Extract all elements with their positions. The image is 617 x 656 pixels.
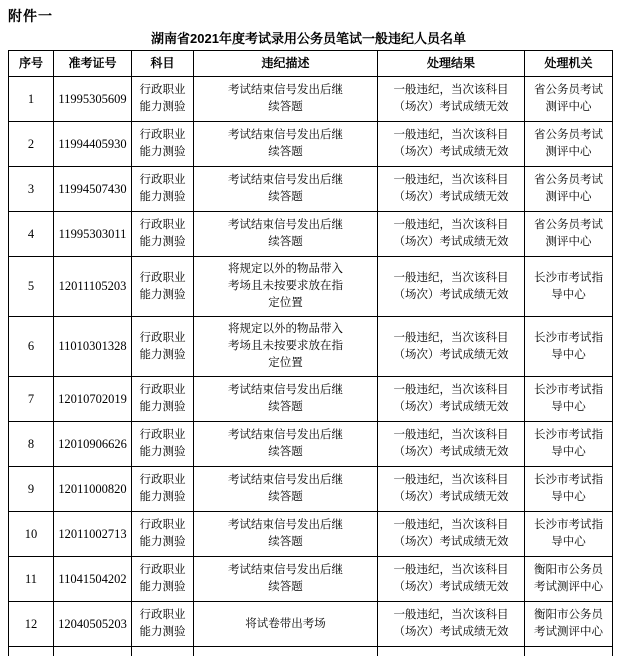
cell-serial-number: 4 [9, 212, 54, 257]
table-row [9, 422, 613, 467]
cell-violation-desc: 将规定以外的物品带入考场且未按要求放在指定位置 [194, 257, 378, 317]
cell-handling-agency: 衡阳市公务员考试测评中心 [525, 602, 613, 647]
cell-serial-number: 6 [9, 317, 54, 377]
cell-handling-agency: 长沙市考试指导中心 [525, 377, 613, 422]
cell-handling-agency: 长沙市考试指导中心 [525, 422, 613, 467]
cell-ticket-number: 11995305609 [54, 77, 132, 122]
partial-cell [194, 647, 378, 656]
cell-subject: 行政职业能力测验 [132, 602, 194, 647]
cell-ticket-number: 11994507430 [54, 167, 132, 212]
attachment-label: 附件一 [8, 8, 53, 24]
cell-handling-result: 一般违纪，当次该科目（场次）考试成绩无效 [378, 377, 525, 422]
cell-ticket-number: 12011002713 [54, 512, 132, 557]
cell-serial-number: 8 [9, 422, 54, 467]
cell-handling-result: 一般违纪，当次该科目（场次）考试成绩无效 [378, 212, 525, 257]
cell-violation-desc: 考试结束信号发出后继续答题 [194, 77, 378, 122]
cell-subject: 行政职业能力测验 [132, 422, 194, 467]
cell-handling-agency: 省公务员考试测评中心 [525, 122, 613, 167]
cell-ticket-number: 12011000820 [54, 467, 132, 512]
header-serial-number: 序号 [9, 51, 54, 77]
table-row [9, 167, 613, 212]
cell-serial-number: 3 [9, 167, 54, 212]
cell-violation-desc: 将规定以外的物品带入考场且未按要求放在指定位置 [194, 317, 378, 377]
cell-serial-number: 1 [9, 77, 54, 122]
table-title: 湖南省2021年度考试录用公务员笔试一般违纪人员名单 [151, 31, 466, 46]
cell-violation-desc: 考试结束信号发出后继续答题 [194, 422, 378, 467]
cell-subject: 行政职业能力测验 [132, 122, 194, 167]
table-body [9, 77, 613, 647]
header-row [9, 51, 613, 77]
cell-subject: 行政职业能力测验 [132, 77, 194, 122]
table-row [9, 257, 613, 317]
header-handling-result: 处理结果 [378, 51, 525, 77]
cell-handling-agency: 长沙市考试指导中心 [525, 512, 613, 557]
header-violation-desc: 违纪描述 [194, 51, 378, 77]
cell-subject: 行政职业能力测验 [132, 512, 194, 557]
cell-ticket-number: 11041504202 [54, 557, 132, 602]
cell-handling-result: 一般违纪，当次该科目（场次）考试成绩无效 [378, 557, 525, 602]
cell-handling-agency: 省公务员考试测评中心 [525, 167, 613, 212]
cell-handling-result: 一般违纪，当次该科目（场次）考试成绩无效 [378, 122, 525, 167]
cell-subject: 行政职业能力测验 [132, 212, 194, 257]
cell-handling-agency: 长沙市考试指导中心 [525, 467, 613, 512]
cell-handling-result: 一般违纪，当次该科目（场次）考试成绩无效 [378, 257, 525, 317]
table-row [9, 317, 613, 377]
cell-ticket-number: 12010702019 [54, 377, 132, 422]
cell-handling-result: 一般违纪，当次该科目（场次）考试成绩无效 [378, 467, 525, 512]
cell-violation-desc: 考试结束信号发出后继续答题 [194, 377, 378, 422]
cell-serial-number: 2 [9, 122, 54, 167]
cell-serial-number: 7 [9, 377, 54, 422]
partial-cell [525, 647, 613, 656]
cell-ticket-number: 12040505203 [54, 602, 132, 647]
partial-cell [54, 647, 132, 656]
cell-ticket-number: 11994405930 [54, 122, 132, 167]
cell-violation-desc: 考试结束信号发出后继续答题 [194, 122, 378, 167]
cell-serial-number: 10 [9, 512, 54, 557]
cell-serial-number: 11 [9, 557, 54, 602]
cell-handling-result: 一般违纪，当次该科目（场次）考试成绩无效 [378, 317, 525, 377]
table-row [9, 512, 613, 557]
table-row [9, 122, 613, 167]
cell-handling-result: 一般违纪，当次该科目（场次）考试成绩无效 [378, 167, 525, 212]
table-row [9, 467, 613, 512]
cell-handling-result: 一般违纪，当次该科目（场次）考试成绩无效 [378, 422, 525, 467]
cell-violation-desc: 将试卷带出考场 [194, 602, 378, 647]
cell-violation-desc: 考试结束信号发出后继续答题 [194, 212, 378, 257]
table-row [9, 77, 613, 122]
cell-violation-desc: 考试结束信号发出后继续答题 [194, 467, 378, 512]
cell-serial-number: 9 [9, 467, 54, 512]
cell-violation-desc: 考试结束信号发出后继续答题 [194, 167, 378, 212]
violation-table [8, 50, 613, 656]
cell-handling-agency: 省公务员考试测评中心 [525, 77, 613, 122]
partial-cell [378, 647, 525, 656]
cell-violation-desc: 考试结束信号发出后继续答题 [194, 557, 378, 602]
header-handling-agency: 处理机关 [525, 51, 613, 77]
cell-handling-agency: 衡阳市公务员考试测评中心 [525, 557, 613, 602]
cell-violation-desc: 考试结束信号发出后继续答题 [194, 512, 378, 557]
cell-subject: 行政职业能力测验 [132, 467, 194, 512]
cell-ticket-number: 11995303011 [54, 212, 132, 257]
table-row [9, 377, 613, 422]
cell-handling-agency: 省公务员考试测评中心 [525, 212, 613, 257]
partial-cell [9, 647, 54, 656]
cell-handling-result: 一般违纪，当次该科目（场次）考试成绩无效 [378, 602, 525, 647]
cell-handling-result: 一般违纪，当次该科目（场次）考试成绩无效 [378, 512, 525, 557]
cell-handling-agency: 长沙市考试指导中心 [525, 317, 613, 377]
partial-next-row [9, 647, 613, 656]
table-row [9, 602, 613, 647]
cell-handling-result: 一般违纪，当次该科目（场次）考试成绩无效 [378, 77, 525, 122]
cell-handling-agency: 长沙市考试指导中心 [525, 257, 613, 317]
table-row [9, 557, 613, 602]
partial-cell [132, 647, 194, 656]
cell-subject: 行政职业能力测验 [132, 377, 194, 422]
cell-serial-number: 12 [9, 602, 54, 647]
cell-subject: 行政职业能力测验 [132, 257, 194, 317]
cell-subject: 行政职业能力测验 [132, 557, 194, 602]
cell-subject: 行政职业能力测验 [132, 317, 194, 377]
cell-serial-number: 5 [9, 257, 54, 317]
header-subject: 科目 [132, 51, 194, 77]
cell-ticket-number: 12011105203 [54, 257, 132, 317]
table-row [9, 212, 613, 257]
cell-ticket-number: 12010906626 [54, 422, 132, 467]
cell-ticket-number: 11010301328 [54, 317, 132, 377]
header-ticket-number: 准考证号 [54, 51, 132, 77]
cell-subject: 行政职业能力测验 [132, 167, 194, 212]
